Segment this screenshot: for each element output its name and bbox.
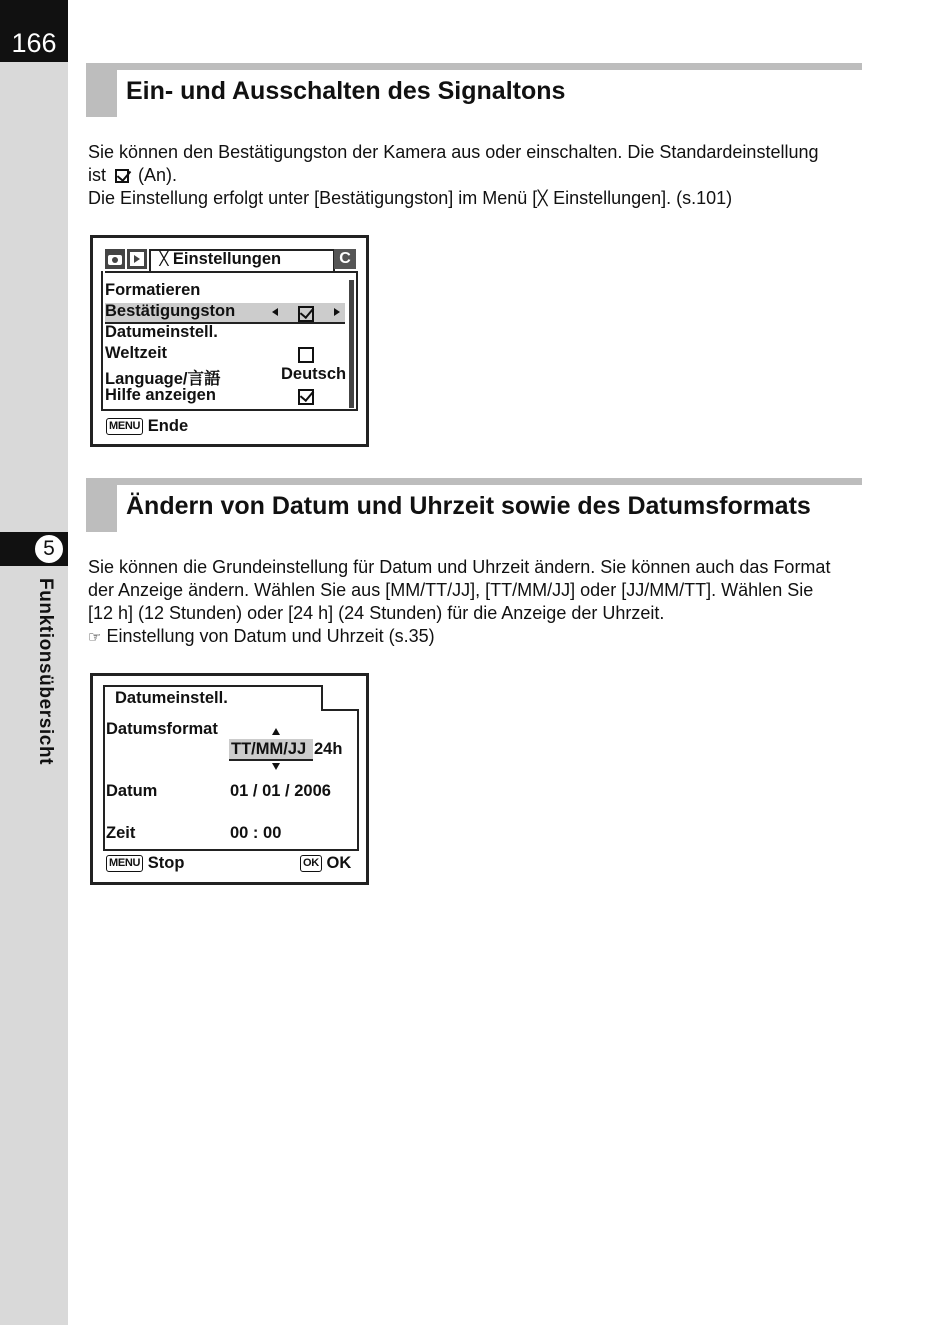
settings-value-language: Deutsch — [281, 365, 347, 383]
custom-tab-letter: C — [334, 249, 356, 269]
arrow-up-icon — [272, 728, 280, 735]
chapter-title: Funktionsübersicht — [35, 578, 56, 766]
section2-paragraph — [88, 556, 868, 649]
settings-scrollbar — [349, 280, 354, 408]
section2-title: Ändern von Datum und Uhrzeit sowie des Datumsformats — [126, 492, 811, 520]
settings-tab-title: Einstellungen — [172, 250, 282, 268]
settings-item-language: Language/言語 — [105, 370, 221, 388]
settings-screen — [90, 235, 369, 447]
settings-footer-label: Ende — [147, 417, 189, 435]
arrow-down-icon — [272, 763, 280, 770]
menu-key-icon: MENU — [106, 418, 143, 435]
wrench-icon: ᚷ — [537, 188, 549, 208]
section2-header-bar — [86, 478, 862, 485]
section2-reference-text: Einstellung von Datum und Uhrzeit (s.35) — [106, 626, 435, 646]
section1-line1: Sie können den Bestätigungston der Kamera aus oder einschalten. Die Standardeinstellung — [88, 142, 819, 162]
wrench-icon: ᚷ — [159, 250, 169, 268]
section1-line2 — [88, 164, 868, 187]
section2-line2: der Anzeige ändern. Wählen Sie aus [MM/TT/JJ], [TT/MM/JJ] oder [JJ/MM/TT]. Wählen Sie — [88, 580, 814, 600]
section2-header-block — [86, 478, 117, 532]
ok-key-icon: OK — [300, 855, 322, 872]
settings-item-datumeinstell: Datumeinstell. — [105, 323, 218, 341]
section1-line3 — [88, 187, 868, 210]
section1-line2-pre: ist — [88, 165, 106, 185]
section1-title: Ein- und Ausschalten des Signaltons — [126, 77, 566, 105]
time-label: Zeit — [106, 824, 136, 842]
settings-item-formatieren: Formatieren — [105, 281, 201, 299]
checkbox-checked-icon — [298, 304, 314, 323]
hour-format-value[interactable]: 24h — [314, 740, 343, 758]
section2-line3: [12 h] (12 Stunden) oder [24 h] (24 Stunden) für die Anzeige der Uhrzeit. — [88, 603, 665, 623]
camera-tab-icon — [105, 249, 125, 269]
section1-line3-post: Einstellungen]. (s.101) — [548, 188, 733, 208]
section2-line1: Sie können die Grundeinstellung für Datum und Uhrzeit ändern. Sie können auch das Format — [88, 557, 831, 577]
date-footer-stop — [106, 854, 184, 873]
menu-key-icon: MENU — [106, 855, 143, 872]
checkbox-unchecked-icon — [298, 345, 314, 364]
section1-line3-pre: Die Einstellung erfolgt unter [Bestätigungston] im Menü [ — [88, 188, 538, 208]
settings-item-hilfe: Hilfe anzeigen — [105, 386, 216, 404]
section1-header — [86, 63, 862, 117]
stop-label: Stop — [147, 854, 185, 872]
page-number: 166 — [0, 0, 68, 62]
settings-item-bestaetigungston: Bestätigungston — [105, 302, 236, 320]
chapter-number: 5 — [33, 533, 65, 565]
checkbox-checked-icon — [115, 169, 129, 183]
section2-reference — [88, 625, 868, 649]
date-footer-ok — [300, 854, 351, 873]
pointing-hand-icon: ☞ — [88, 628, 102, 646]
section1-header-bar — [86, 63, 862, 70]
date-label: Datum — [106, 782, 158, 800]
settings-tab-label — [159, 250, 281, 269]
section1-header-block — [86, 63, 117, 117]
section1-line2-post: (An). — [138, 165, 178, 185]
date-screen — [90, 673, 369, 885]
checkbox-checked-icon — [298, 387, 314, 406]
settings-item-weltzeit: Weltzeit — [105, 344, 168, 362]
date-value[interactable]: 01 / 01 / 2006 — [230, 782, 331, 800]
date-tab-title: Datumeinstell. — [115, 689, 228, 707]
date-format-label: Datumsformat — [106, 720, 218, 738]
time-value[interactable]: 00 : 00 — [230, 824, 282, 842]
section2-header — [86, 478, 862, 532]
section1-paragraph — [88, 141, 868, 210]
ok-label: OK — [326, 854, 352, 872]
arrow-right-icon — [334, 308, 340, 316]
settings-footer — [106, 417, 188, 436]
date-format-value[interactable]: TT/MM/JJ — [231, 740, 307, 758]
arrow-left-icon — [272, 308, 278, 316]
playback-tab-icon — [127, 249, 147, 269]
